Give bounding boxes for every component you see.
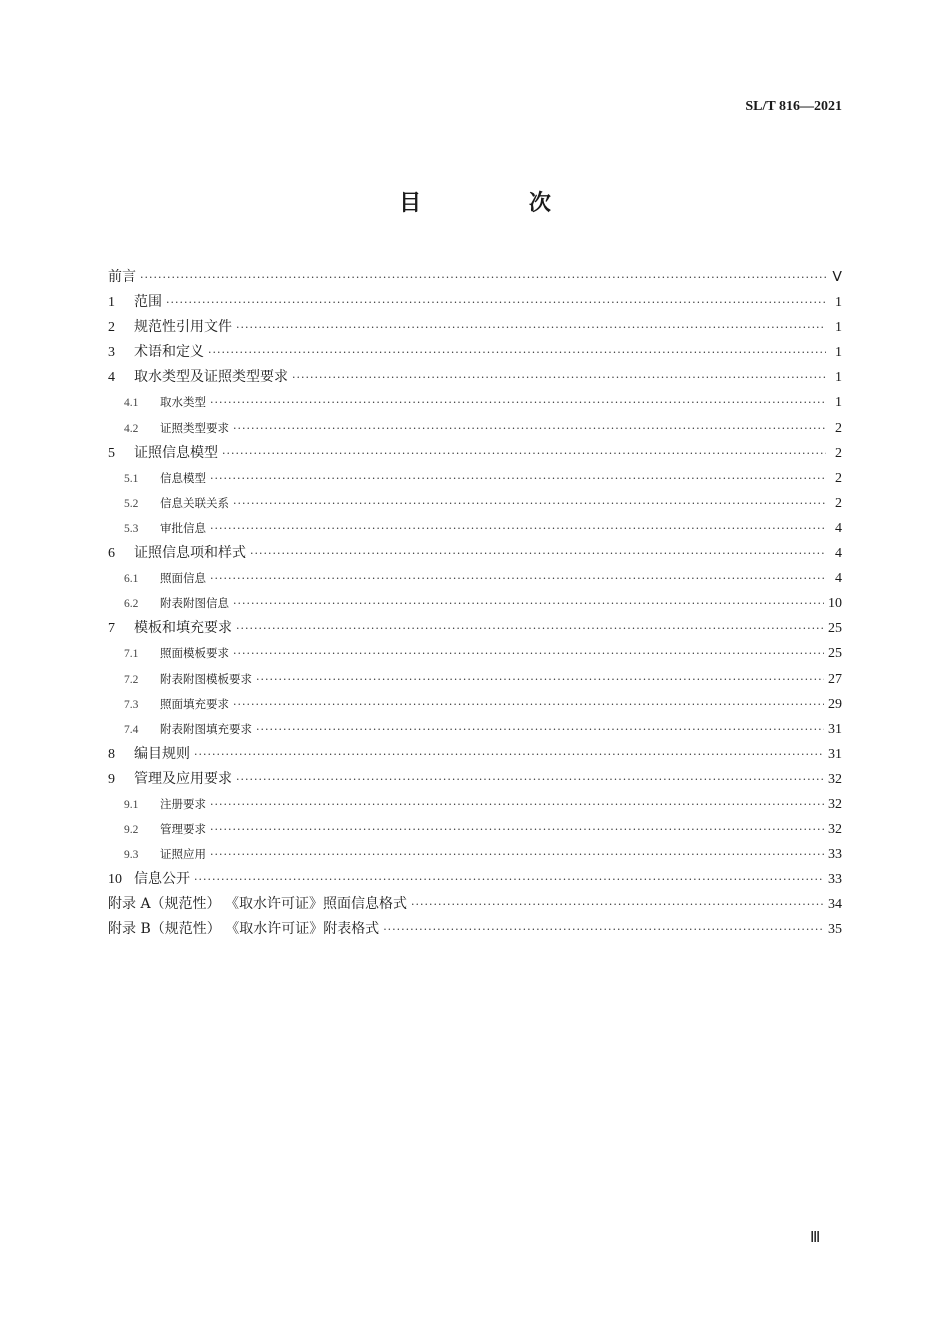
- toc-entry-number: 7: [108, 621, 115, 637]
- toc-entry-page: 2: [835, 420, 842, 436]
- dot-leader: [210, 390, 826, 415]
- dot-leader: [210, 466, 826, 491]
- toc-entry-page: 31: [828, 721, 842, 737]
- toc-entry-page: 32: [828, 771, 842, 787]
- toc-entry-label: 照面信息: [160, 571, 206, 586]
- toc-entry-label: 证照信息项和样式: [134, 545, 246, 562]
- toc-entry-label: 信息模型: [160, 470, 206, 485]
- toc-entry-page: 27: [828, 671, 842, 687]
- toc-entry-number: 4: [108, 370, 115, 386]
- dot-leader: [411, 892, 824, 917]
- toc-entry-page: 1: [835, 295, 842, 311]
- dot-leader: [194, 867, 824, 892]
- toc-entry[interactable]: [108, 867, 842, 892]
- dot-leader: [222, 441, 826, 466]
- toc-entry-number: 7.1: [124, 648, 139, 661]
- toc-entry-number: 9: [108, 771, 115, 787]
- dot-leader: [233, 416, 826, 441]
- toc-entry-page: 33: [828, 847, 842, 863]
- toc-entry-number: 3: [108, 345, 115, 361]
- toc-entry-label: 照面模板要求: [160, 646, 229, 661]
- toc-entry-label: 附表附图模板要求: [160, 671, 252, 686]
- toc-entry[interactable]: [108, 667, 842, 692]
- toc-entry-label: 模板和填充要求: [134, 620, 232, 637]
- toc-entry[interactable]: [108, 265, 842, 290]
- toc-entry[interactable]: [108, 365, 842, 390]
- toc-entry-number: 7.3: [124, 698, 139, 711]
- toc-entry-number: 1: [108, 295, 115, 311]
- dot-leader: [140, 265, 826, 290]
- toc-entry[interactable]: [108, 491, 842, 516]
- dot-leader: [233, 692, 824, 717]
- toc-entry[interactable]: [108, 315, 842, 340]
- toc-entry[interactable]: [108, 767, 842, 792]
- dot-leader: [256, 667, 824, 692]
- toc-entry-number: 9.1: [124, 798, 139, 811]
- toc-entry[interactable]: [108, 390, 842, 415]
- dot-leader: [210, 566, 826, 591]
- toc-entry-label: 管理要求: [160, 822, 206, 837]
- dot-leader: [256, 717, 824, 742]
- toc-entry-page: 1: [835, 370, 842, 386]
- toc-entry-page: 2: [835, 445, 842, 461]
- toc-entry-number: 7.2: [124, 673, 139, 686]
- toc-entry[interactable]: [108, 641, 842, 666]
- toc-entry-number: 10: [108, 872, 122, 888]
- toc-entry[interactable]: [108, 692, 842, 717]
- page-title: 目 次: [399, 190, 601, 216]
- dot-leader: [236, 616, 824, 641]
- toc-entry-label: 取水类型: [160, 395, 206, 410]
- toc-entry-label: 规范性引用文件: [134, 319, 232, 336]
- toc-entry-number: 6.1: [124, 573, 139, 586]
- toc-entry-page: 2: [835, 495, 842, 511]
- toc-entry-label: 信息公开: [134, 871, 190, 888]
- toc-entry-number: 6: [108, 546, 115, 562]
- toc-entry-number: 5.1: [124, 472, 139, 485]
- page-number: Ⅲ: [810, 1230, 821, 1246]
- toc-entry-label: 编目规则: [134, 745, 190, 762]
- dot-leader: [383, 917, 824, 942]
- dot-leader: [250, 541, 826, 566]
- toc-entry[interactable]: [108, 541, 842, 566]
- toc-entry-page: 31: [828, 746, 842, 762]
- toc-entry[interactable]: [108, 892, 842, 917]
- toc-entry[interactable]: [108, 340, 842, 365]
- toc-entry-label: 附表附图信息: [160, 596, 229, 611]
- toc-entry-label: 附表附图填充要求: [160, 721, 252, 736]
- toc-entry-label: 前言: [108, 269, 136, 285]
- dot-leader: [233, 641, 824, 666]
- toc-entry[interactable]: [108, 290, 842, 315]
- toc-entry-page: 1: [835, 395, 842, 411]
- toc-entry-label: 注册要求: [160, 796, 206, 811]
- toc-entry-page: 35: [828, 922, 842, 938]
- toc-entry-page: 4: [835, 571, 842, 587]
- toc-entry-page: 25: [828, 621, 842, 637]
- toc-entry-page: 10: [828, 596, 842, 612]
- toc-entry-label: 术语和定义: [134, 344, 204, 361]
- toc-entry-page: 33: [828, 872, 842, 888]
- dot-leader: [236, 767, 824, 792]
- table-of-contents: [108, 265, 842, 943]
- toc-entry-page: 1: [835, 320, 842, 336]
- toc-entry-number: 9.3: [124, 849, 139, 862]
- toc-entry-label: 范围: [134, 294, 162, 311]
- dot-leader: [233, 491, 826, 516]
- toc-entry[interactable]: [108, 917, 842, 942]
- toc-entry-label: 附录 A（规范性） 《取水许可证》照面信息格式: [108, 896, 408, 913]
- toc-entry-page: 25: [828, 646, 842, 662]
- toc-entry-number: 9.2: [124, 824, 139, 837]
- toc-entry[interactable]: [108, 566, 842, 591]
- dot-leader: [194, 742, 824, 767]
- toc-entry[interactable]: [108, 616, 842, 641]
- toc-entry[interactable]: [108, 742, 842, 767]
- toc-entry[interactable]: [108, 466, 842, 491]
- toc-entry[interactable]: [108, 792, 842, 817]
- toc-entry-page: 4: [835, 546, 842, 562]
- toc-entry-page: 1: [835, 345, 842, 361]
- dot-leader: [208, 340, 826, 365]
- toc-entry[interactable]: [108, 441, 842, 466]
- dot-leader: [292, 365, 826, 390]
- toc-entry-label: 证照类型要求: [160, 420, 229, 435]
- toc-entry-number: 2: [108, 320, 115, 336]
- toc-entry-label: 证照应用: [160, 847, 206, 862]
- toc-entry-number: 7.4: [124, 723, 139, 736]
- toc-entry-page: 34: [828, 897, 842, 913]
- toc-entry-page: 32: [828, 822, 842, 838]
- toc-entry-label: 照面填充要求: [160, 696, 229, 711]
- toc-entry[interactable]: [108, 516, 842, 541]
- dot-leader: [210, 817, 824, 842]
- toc-entry-number: 4.1: [124, 397, 139, 410]
- toc-entry-label: 管理及应用要求: [134, 770, 232, 787]
- toc-entry-page: 32: [828, 796, 842, 812]
- toc-entry-page: 4: [835, 520, 842, 536]
- standard-number: SL/T 816—2021: [745, 99, 842, 114]
- dot-leader: [210, 516, 826, 541]
- toc-entry[interactable]: [108, 591, 842, 616]
- toc-entry-number: 5: [108, 445, 115, 461]
- toc-entry-page: 29: [828, 696, 842, 712]
- toc-entry-label: 附录 B（规范性） 《取水许可证》附表格式: [108, 921, 380, 938]
- toc-entry-number: 8: [108, 746, 115, 762]
- dot-leader: [210, 792, 824, 817]
- toc-entry-label: 审批信息: [160, 520, 206, 535]
- dot-leader: [210, 842, 824, 867]
- toc-entry-number: 6.2: [124, 598, 139, 611]
- toc-entry[interactable]: [108, 717, 842, 742]
- toc-entry-page: 2: [835, 470, 842, 486]
- toc-entry-label: 信息关联关系: [160, 495, 229, 510]
- dot-leader: [236, 315, 826, 340]
- toc-entry[interactable]: [108, 416, 842, 441]
- toc-entry-label: 取水类型及证照类型要求: [134, 369, 288, 386]
- toc-entry-number: 5.2: [124, 497, 139, 510]
- toc-entry-page: Ⅴ: [832, 270, 842, 285]
- toc-entry-number: 4.2: [124, 422, 139, 435]
- dot-leader: [166, 290, 826, 315]
- dot-leader: [233, 591, 824, 616]
- toc-entry-number: 5.3: [124, 522, 139, 535]
- toc-entry[interactable]: [108, 817, 842, 842]
- toc-entry-label: 证照信息模型: [134, 444, 218, 461]
- toc-entry[interactable]: [108, 842, 842, 867]
